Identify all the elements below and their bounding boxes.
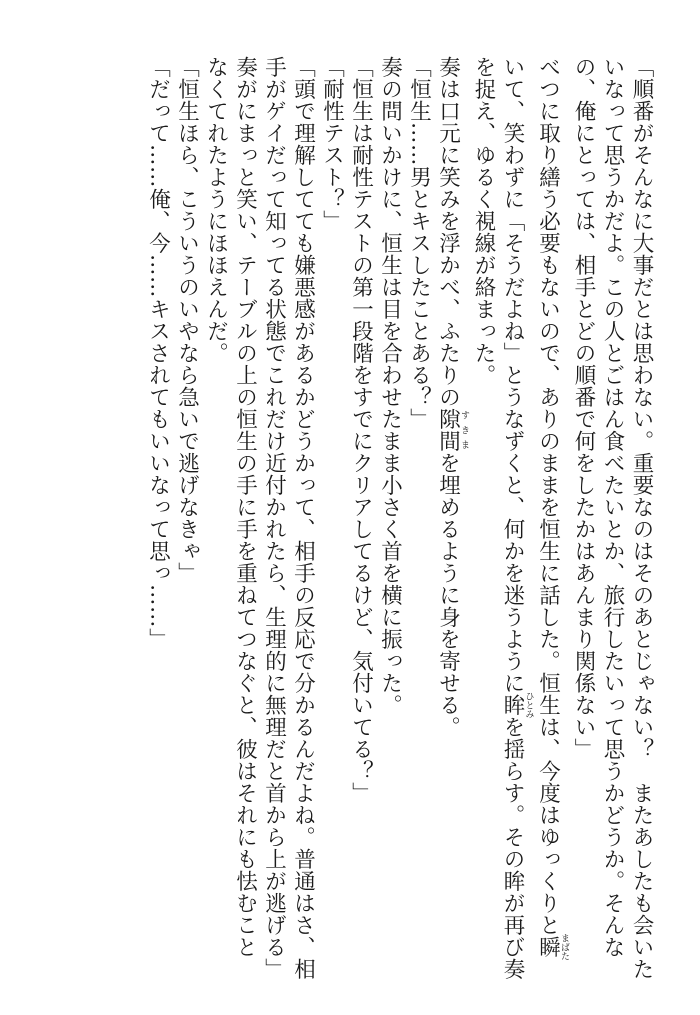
text-line-14: 奏がにまっと笑い、テーブルの上の恒生の手に手を重ねてつなぐと、彼はそれにも怯むこと: [232, 56, 258, 958]
text-line-4-main: べつに取り繕う必要もないので、ありのままを恒生に話した。恒生は、今度はゆっくりと: [535, 56, 561, 936]
text-line-12: 「頭で理解してても嫌悪感があるかどうかって、相手の反応で分かるんだよね。普通はさ、相: [290, 56, 316, 980]
ruby-reading-sukima: すきま: [459, 408, 469, 452]
ruby-hitomi: 眸ひとみ: [500, 691, 534, 719]
text-line-6: を捉え、ゆるく視線が絡まった。: [471, 56, 496, 386]
text-line-10: 「恒生は耐性テストの第一段階をすでにクリアしてるけど、気付いてる？」: [348, 56, 374, 804]
ruby-mabata: 瞬まばた: [535, 933, 569, 961]
text-line-13: 手がゲイだって知ってる状態でこれだけ近付かれたら、生理的に無理だと首から上が逃げる」: [261, 56, 287, 980]
text-line-5: [498, 56, 534, 986]
text-line-9: 奏の問いかけに、恒生は目を合わせたまま小さく首を横に振った。: [377, 56, 403, 716]
text-line-2: いなって思うかだよ。この人とごはん食べたいとか、旅行したいって思うかどうか。そんな: [600, 56, 625, 958]
text-line-5-main: いて、笑わずに「そうだよね」とうなずくと、何かを迷うように: [500, 56, 525, 694]
text-line-17: 「だって……俺、今……キスされてもいいなって思っ……」: [145, 56, 171, 650]
text-line-7: [434, 56, 470, 986]
text-line-4: [534, 56, 570, 986]
text-line-7-main: 奏は口元に笑みを浮かべ、ふたりの: [435, 56, 461, 408]
text-line-1: 「順番がそんなに大事だとは思わない。重要なのはそのあとじゃない？ またあしたも会いた: [629, 56, 654, 980]
text-line-15: なくてれたようにほほえんだ。: [203, 56, 229, 364]
text-line-7-after: を埋めるように身を寄せる。: [435, 452, 461, 738]
text-line-3: の、俺にとっては、相手とどの順番で何をしたかはあんまり関係ない」: [571, 56, 596, 760]
text-line-16: 「恒生ほら、こういうのいやなら急いで逃げなきゃ」: [174, 56, 200, 584]
vertical-text-body: [144, 56, 657, 986]
ruby-sukima: 隙間すきま: [435, 408, 469, 452]
text-line-11: 「耐性テスト？」: [319, 56, 345, 232]
text-line-8: 「恒生……男とキスしたことある？」: [406, 56, 432, 430]
ruby-reading-hitomi: ひとみ: [523, 691, 534, 719]
ruby-reading-mabata: まばた: [559, 933, 569, 961]
text-line-5-after: を揺らす。その眸が再び奏: [500, 716, 525, 980]
